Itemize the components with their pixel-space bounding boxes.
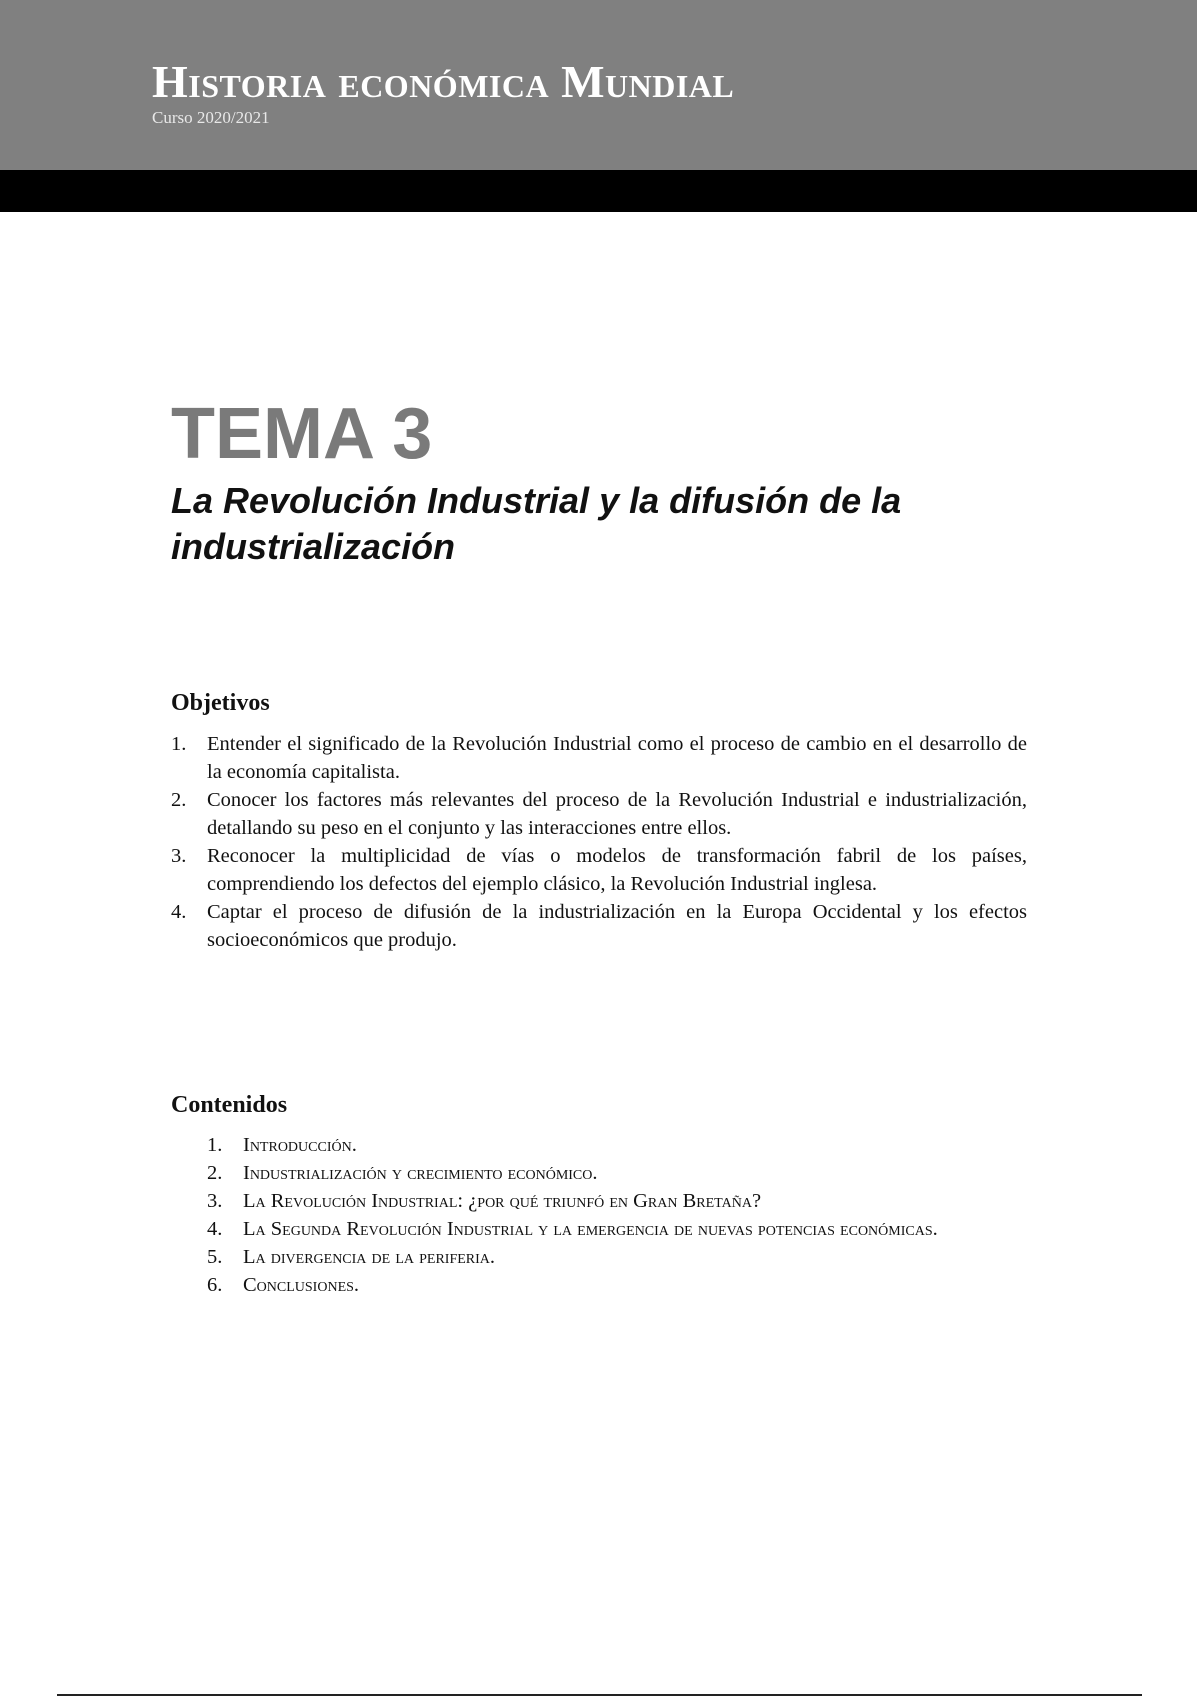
contents-text: La Revolución Industrial: ¿por qué triunfó en Gran Bretaña? — [243, 1190, 762, 1212]
contents-item — [207, 1159, 1027, 1187]
objective-text: Captar el proceso de difusión de la industrialización en la Europa Occidental y los efectos socioeconómicos que produjo. — [207, 901, 1027, 951]
tema-title: La Revolución Industrial y la difusión de la industrialización — [171, 480, 902, 567]
header-black-bar — [0, 170, 1197, 212]
contents-text: Conclusiones. — [243, 1274, 360, 1296]
contents-text: La divergencia de la periferia. — [243, 1246, 496, 1268]
contents-number: 3. — [207, 1190, 223, 1212]
contents-list — [207, 1131, 1027, 1299]
objective-item — [171, 786, 1027, 842]
objective-text: Entender el significado de la Revolución Industrial como el proceso de cambio en el desarrollo de la economía capitalista. — [207, 733, 1027, 783]
contents-heading: Contenidos — [171, 1092, 288, 1118]
contents-item — [207, 1131, 1027, 1159]
contents-item — [207, 1187, 1027, 1215]
objective-number: 4. — [171, 901, 187, 923]
objective-number: 3. — [171, 845, 187, 867]
contents-number: 2. — [207, 1162, 223, 1184]
tema-number: TEMA 3 — [171, 394, 433, 474]
objective-text: Reconocer la multiplicidad de vías o modelos de transformación fabril de los países, comprendiendo los defectos del ejemplo clásico, la Revolución Industrial inglesa. — [207, 845, 1027, 895]
contents-item — [207, 1215, 1027, 1243]
footer-rule — [57, 1694, 1142, 1696]
objective-item — [171, 898, 1027, 954]
objective-item — [171, 842, 1027, 898]
contents-number: 6. — [207, 1274, 223, 1296]
objective-number: 2. — [171, 789, 187, 811]
objectives-list — [171, 730, 1027, 954]
contents-number: 4. — [207, 1218, 223, 1240]
objective-item — [171, 730, 1027, 786]
contents-text: La Segunda Revolución Industrial y la emergencia de nuevas potencias económicas. — [243, 1218, 938, 1240]
contents-item — [207, 1243, 1027, 1271]
contents-item — [207, 1271, 1027, 1299]
contents-number: 5. — [207, 1246, 223, 1268]
contents-text: Industrialización y crecimiento económico. — [243, 1162, 598, 1184]
objective-number: 1. — [171, 733, 187, 755]
objective-text: Conocer los factores más relevantes del proceso de la Revolución Industrial e industrialización, detallando su peso en el conjunto y las interacciones entre ellos. — [207, 789, 1027, 839]
course-year: Curso 2020/2021 — [152, 108, 270, 127]
objectives-heading: Objetivos — [171, 690, 270, 716]
contents-text: Introducción. — [243, 1134, 357, 1156]
course-title: Historia económica Mundial — [152, 56, 735, 107]
contents-number: 1. — [207, 1134, 223, 1156]
